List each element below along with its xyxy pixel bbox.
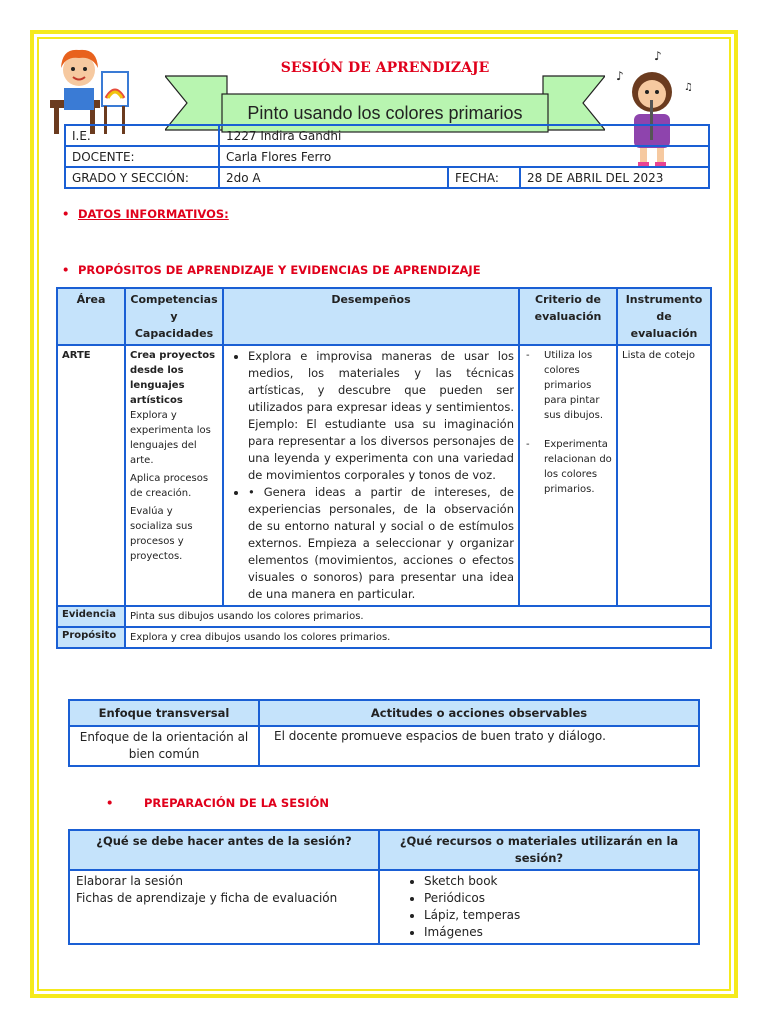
evidencia-value: Pinta sus dibujos usando los colores primarios. xyxy=(125,606,711,627)
recurso-item: • Periódicos xyxy=(424,890,692,907)
header-enfoque: Enfoque transversal xyxy=(69,700,259,726)
recurso-item: • Imágenes xyxy=(424,924,692,941)
enfoque-value: Enfoque de la orientación al bien común xyxy=(69,726,259,766)
instrumento-value: Lista de cotejo xyxy=(617,345,711,606)
fecha-value: 28 DE ABRIL DEL 2023 xyxy=(520,167,709,188)
header-antes: ¿Qué se debe hacer antes de la sesión? xyxy=(69,830,379,870)
svg-text:♪: ♪ xyxy=(616,69,624,83)
criterio-2: - Experimenta relacionan do los colores primarios. xyxy=(544,437,612,497)
recurso-item: • Sketch book xyxy=(424,873,692,890)
antes-cell xyxy=(69,870,379,944)
criterio-1: - Utiliza los colores primarios para pintar sus dibujos. xyxy=(544,348,612,423)
ie-value: 1227 Indira Gandhi xyxy=(219,125,709,146)
section-preparacion-label: PREPARACIÓN DE LA SESIÓN xyxy=(144,796,330,810)
capacidad-2: Aplica procesos de creación. xyxy=(130,473,209,499)
desempenos-cell xyxy=(223,345,519,606)
actitud-value: El docente promueve espacios de buen trato y diálogo. xyxy=(259,726,699,766)
capacidad-3: Evalúa y socializa sus procesos y proyectos. xyxy=(130,506,193,562)
recursos-cell xyxy=(379,870,699,944)
desempeno-1: • Explora e improvisa maneras de usar los medios, los materiales y las técnicas artísticas, y descubre que pueden ser utilizados para expresar ideas y sentimientos. Ejemplo: El estudiante usa su imaginación para representar a los diversos personajes de una leyenda y experimenta con una variedad de movimientos corporales y tonos de voz. xyxy=(248,348,514,484)
header-desempenos: Desempeños xyxy=(223,288,519,345)
info-table xyxy=(64,124,710,189)
docente-value: Carla Flores Ferro xyxy=(219,146,709,167)
section-propositos: • PROPÓSITOS DE APRENDIZAJE Y EVIDENCIAS DE APRENDIZAJE xyxy=(62,263,481,277)
ie-label: I.E. xyxy=(65,125,219,146)
grado-label: GRADO Y SECCIÓN: xyxy=(65,167,219,188)
header-instrumento: Instrumento de evaluación xyxy=(617,288,711,345)
antes-item: Fichas de aprendizaje y ficha de evaluación xyxy=(76,891,338,905)
competencia-name: Crea proyectos desde los lenguajes artísticos xyxy=(130,350,216,406)
area-value: ARTE xyxy=(57,345,125,606)
header-actitudes: Actitudes o acciones observables xyxy=(259,700,699,726)
header-criterio: Criterio de evaluación xyxy=(519,288,617,345)
header-area: Área xyxy=(57,288,125,345)
enfoque-table xyxy=(68,699,700,767)
evidencia-label: Evidencia xyxy=(57,606,125,627)
capacidad-1: Explora y experimenta los lenguajes del arte. xyxy=(130,410,211,466)
section-datos-label: DATOS INFORMATIVOS: xyxy=(78,207,229,221)
competencias-cell xyxy=(125,345,223,606)
section-preparacion: • PREPARACIÓN DE LA SESIÓN xyxy=(106,796,330,810)
header-competencias: Competencias y Capacidades xyxy=(125,288,223,345)
header-recursos: ¿Qué recursos o materiales utilizarán en la sesión? xyxy=(379,830,699,870)
docente-label: DOCENTE: xyxy=(65,146,219,167)
propositos-table xyxy=(56,287,712,649)
svg-text:♪: ♪ xyxy=(654,50,662,63)
desempeno-2: • • Genera ideas a partir de intereses, de experiencias personales, de la observación de su entorno natural y social o de estímulos externos. Empieza a seleccionar y organizar elementos (movimientos, acciones o efectos visuales o sonoros) para presentar una idea de una manera en particular. xyxy=(248,484,514,603)
antes-item: Elaborar la sesión xyxy=(76,874,183,888)
proposito-value: Explora y crea dibujos usando los colores primarios. xyxy=(125,627,711,648)
section-propositos-label: PROPÓSITOS DE APRENDIZAJE Y EVIDENCIAS DE APRENDIZAJE xyxy=(78,263,481,277)
session-title: Pinto usando los colores primarios xyxy=(247,103,523,123)
fecha-label: FECHA: xyxy=(448,167,520,188)
svg-text:♫: ♫ xyxy=(684,82,693,93)
recurso-item: • Lápiz, temperas xyxy=(424,907,692,924)
grado-value: 2do A xyxy=(219,167,448,188)
section-datos: • DATOS INFORMATIVOS: xyxy=(62,207,229,221)
proposito-label: Propósito xyxy=(57,627,125,648)
preparacion-table xyxy=(68,829,700,945)
session-heading: SESIÓN DE APRENDIZAJE xyxy=(280,60,490,76)
criterios-cell xyxy=(519,345,617,606)
